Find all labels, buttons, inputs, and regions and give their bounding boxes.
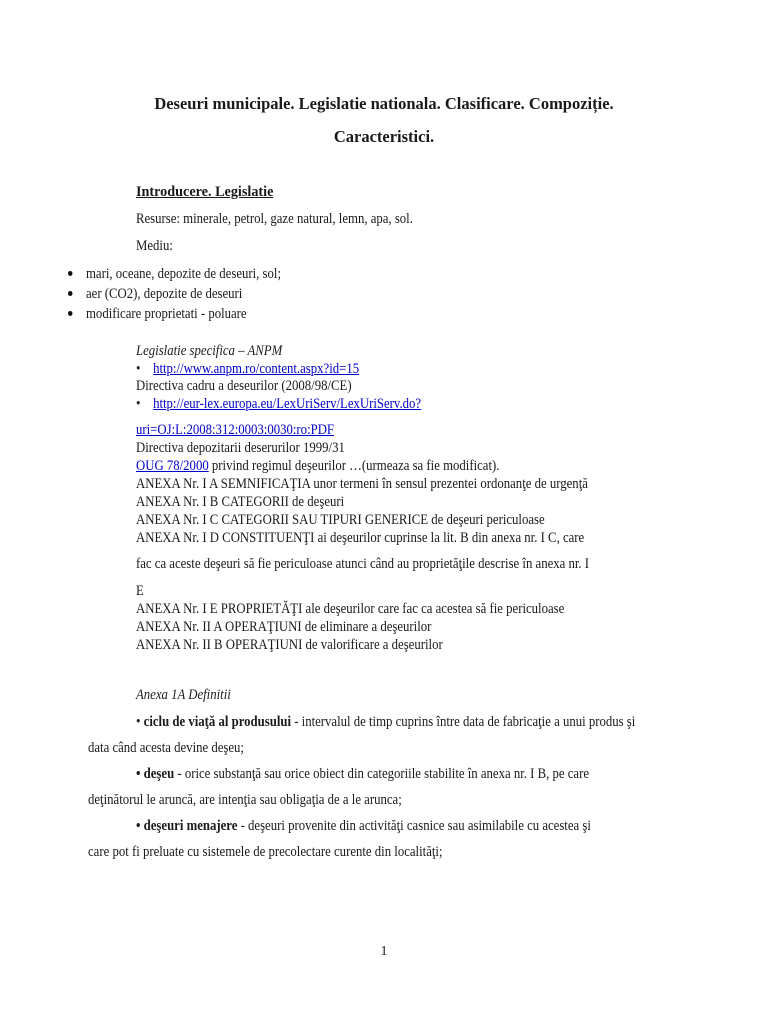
legislatie-heading: Legislatie specifica – ANPM — [136, 343, 283, 359]
eur-lex-link-part2[interactable]: uri=OJ:L:2008:312:0003:0030:ro:PDF — [136, 422, 335, 438]
definition-term: ciclu de viaţă al produsului — [143, 714, 292, 730]
intro-heading: Introducere. Legislatie — [136, 184, 274, 200]
definition-item: • deşeu - orice substanţă sau orice obiect din categoriile stabilite în anexa nr. I B, pe care — [136, 766, 590, 782]
definition-continuation: care pot fi preluate cu sistemele de precolectare curente din localităţi; — [88, 844, 443, 860]
directiva-cadru-text: Directiva cadru a deseurilor (2008/98/CE) — [136, 378, 352, 394]
anpm-link[interactable]: http://www.anpm.ro/content.aspx?id=15 — [153, 361, 360, 377]
anexa-line: ANEXA Nr. I C CATEGORII SAU TIPURI GENERICE de deşeuri periculoase — [136, 512, 545, 528]
page-number: 1 — [380, 944, 388, 959]
oug-row — [136, 457, 499, 475]
definition-item: • deşeuri menajere - deşeuri provenite din activităţi casnice sau asimilabile cu acestea şi — [136, 818, 591, 834]
definition-continuation: data când acesta devine deşeu; — [88, 740, 244, 756]
link-row — [136, 360, 359, 378]
document-title-line2: Caracteristici. — [333, 127, 435, 146]
anexa-line: fac ca aceste deşeuri să fie periculoase atunci când au proprietăţile descrise în anexa nr. I — [136, 556, 590, 572]
definition-continuation: deţinătorul le aruncă, are intenţia sau obligaţia de a le arunca; — [88, 792, 402, 808]
definition-item: • ciclu de viaţă al produsului - intervalul de timp cuprins între data de fabricaţie a unui produs şi — [136, 714, 636, 730]
anexa-line: E — [136, 583, 144, 599]
link-row — [136, 395, 421, 413]
anexa-line: ANEXA Nr. II A OPERAŢIUNI de eliminare a deşeurilor — [136, 619, 432, 635]
definition-term: deşeuri menajere — [143, 818, 238, 834]
anexa-line: ANEXA Nr. I D CONSTITUENŢI ai deşeurilor cuprinse la lit. B din anexa nr. I C, care — [136, 530, 585, 546]
list-item: modificare proprietati - poluare — [68, 305, 247, 323]
document-title-line1: Deseuri municipale. Legislatie nationala. Clasificare. Compoziție. — [154, 94, 614, 113]
bullet-icon — [68, 291, 73, 296]
anexa-line: ANEXA Nr. I A SEMNIFICAŢIA unor termeni în sensul prezentei ordonanţe de urgenţă — [136, 476, 588, 492]
anexa-line: ANEXA Nr. I B CATEGORII de deşeuri — [136, 494, 345, 510]
anexa-line: ANEXA Nr. I E PROPRIETĂŢI ale deşeurilor care fac ca acestea să fie periculoase — [136, 601, 565, 617]
mediu-label: Mediu: — [136, 238, 173, 254]
oug-text: privind regimul deşeurilor …(urmeaza sa fie modificat). — [208, 458, 500, 474]
list-item: aer (CO2), depozite de deseuri — [68, 285, 242, 303]
bullet-icon — [68, 271, 73, 276]
eur-lex-link[interactable]: http://eur-lex.europa.eu/LexUriServ/LexUriServ.do? — [153, 396, 422, 412]
definitii-heading: Anexa 1A Definitii — [136, 687, 231, 703]
oug-link[interactable]: OUG 78/2000 — [136, 458, 209, 474]
anexa-line: ANEXA Nr. II B OPERAŢIUNI de valorificare a deşeurilor — [136, 637, 443, 653]
list-item: mari, oceane, depozite de deseuri, sol; — [68, 265, 281, 283]
eur-lex-link-continued — [136, 421, 334, 439]
definition-term: deşeu — [143, 766, 175, 782]
resurse-text: Resurse: minerale, petrol, gaze natural, lemn, apa, sol. — [136, 211, 413, 227]
bullet-icon — [68, 311, 73, 316]
directiva-depozitarii-text: Directiva depozitarii deserurilor 1999/31 — [136, 440, 345, 456]
bullet-marker: • — [136, 396, 141, 412]
bullet-marker: • — [136, 361, 141, 377]
